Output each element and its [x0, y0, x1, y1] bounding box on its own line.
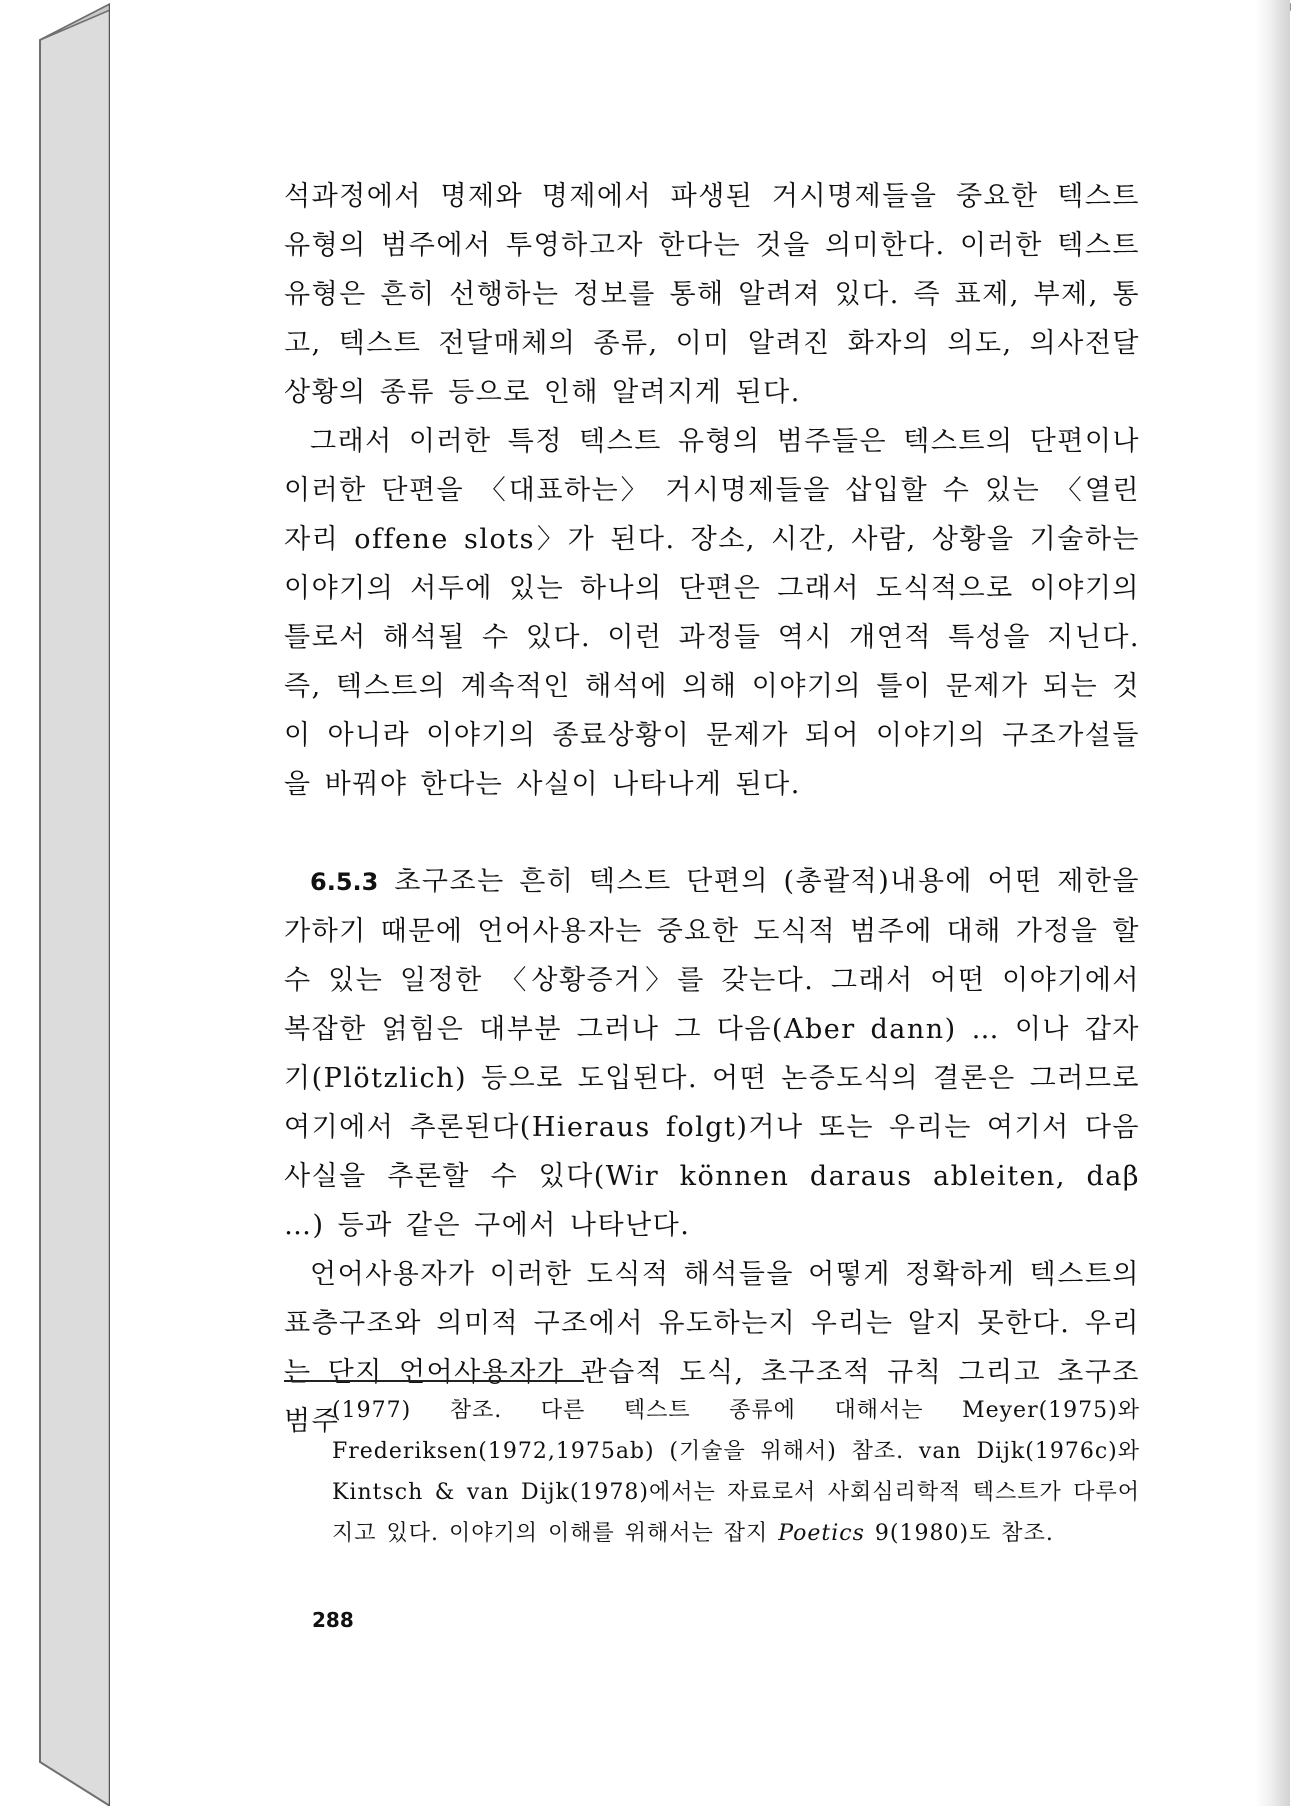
spine-face [40, 4, 110, 1806]
footnote-text-end: 9(1980)도 참조. [864, 1521, 1054, 1546]
body-text [284, 172, 1140, 1446]
page-number: 288 [312, 1608, 354, 1632]
page-right-edge-shadow [1256, 0, 1290, 1806]
footnote [332, 1390, 1140, 1554]
footnote-separator [284, 1380, 584, 1382]
paragraph-section-6-5-3 [284, 857, 1140, 1250]
paragraph-1: 석과정에서 명제와 명제에서 파생된 거시명제들을 중요한 텍스트 유형의 범주에서 투영하고자 한다는 것을 의미한다. 이러한 텍스트 유형은 흔히 선행하는 정보를 통해 알려져 있다. 즉 표제, 부제, 통고, 텍스트 전달매체의 종류, 이미 알려진 화자의 의도, 의사전달 상황의 종류 등으로 인해 알려지게 된다. [284, 181, 1140, 408]
section-text: 초구조는 흔히 텍스트 단편의 (총괄적)내용에 어떤 제한을 가하기 때문에 언어사용자는 중요한 도식적 범주에 대해 가정을 할 수 있는 일정한 〈상황증거〉를 갖는다. 그래서 어떤 이야기에서 복잡한 얽힘은 대부분 그러나 그 다음(Aber dann) … 이나 갑자기(Plötzlich) 등으로 도입된다. 어떤 논증도식의 결론은 그러므로 여기에서 추론된다(Hieraus folgt)거나 또는 우리는 여기서 다음 사실을 추론할 수 있다(Wir können daraus ableiten, daβ …) 등과 같은 구에서 나타난다. [284, 866, 1140, 1241]
paragraph-4: 언어사용자가 이러한 도식적 해석들을 어떻게 정확하게 텍스트의 표층구조와 의미적 구조에서 유도하는지 우리는 알지 못한다. 우리는 단지 언어사용자가 관습적 도식, 초구조적 규칙 그리고 초구조 범주 [284, 1259, 1140, 1437]
footnote-text-start: (1977) 참조. 다른 텍스트 종류에 대해서는 Meyer(1975)와 Frederiksen(1972,1975ab) (기술을 위해서) 참조. van Dijk(1976c)와 Kintsch & van Dijk(1978)에서는 자료로서 사회심리학적 텍스트가 다루어지고 있다. 이야기의 이해를 위해서는 잡지 [332, 1398, 1140, 1546]
footnote-journal-title: Poetics [778, 1521, 865, 1546]
section-number: 6.5.3 [310, 868, 379, 896]
paragraph-2: 그래서 이러한 특정 텍스트 유형의 범주들은 텍스트의 단편이나 이러한 단편을 〈대표하는〉 거시명제들을 삽입할 수 있는 〈열린 자리 offene slots〉가 된다. 장소, 시간, 사람, 상황을 기술하는 이야기의 서두에 있는 하나의 단편은 그래서 도식적으로 이야기의 틀로서 해석될 수 있다. 이런 과정들 역시 개연적 특성을 지닌다. 즉, 텍스트의 계속적인 해석에 의해 이야기의 틀이 문제가 되는 것이 아니라 이야기의 종료상황이 문제가 되어 이야기의 구조가설들을 바꿔야 한다는 사실이 나타나게 된다. [284, 426, 1140, 800]
